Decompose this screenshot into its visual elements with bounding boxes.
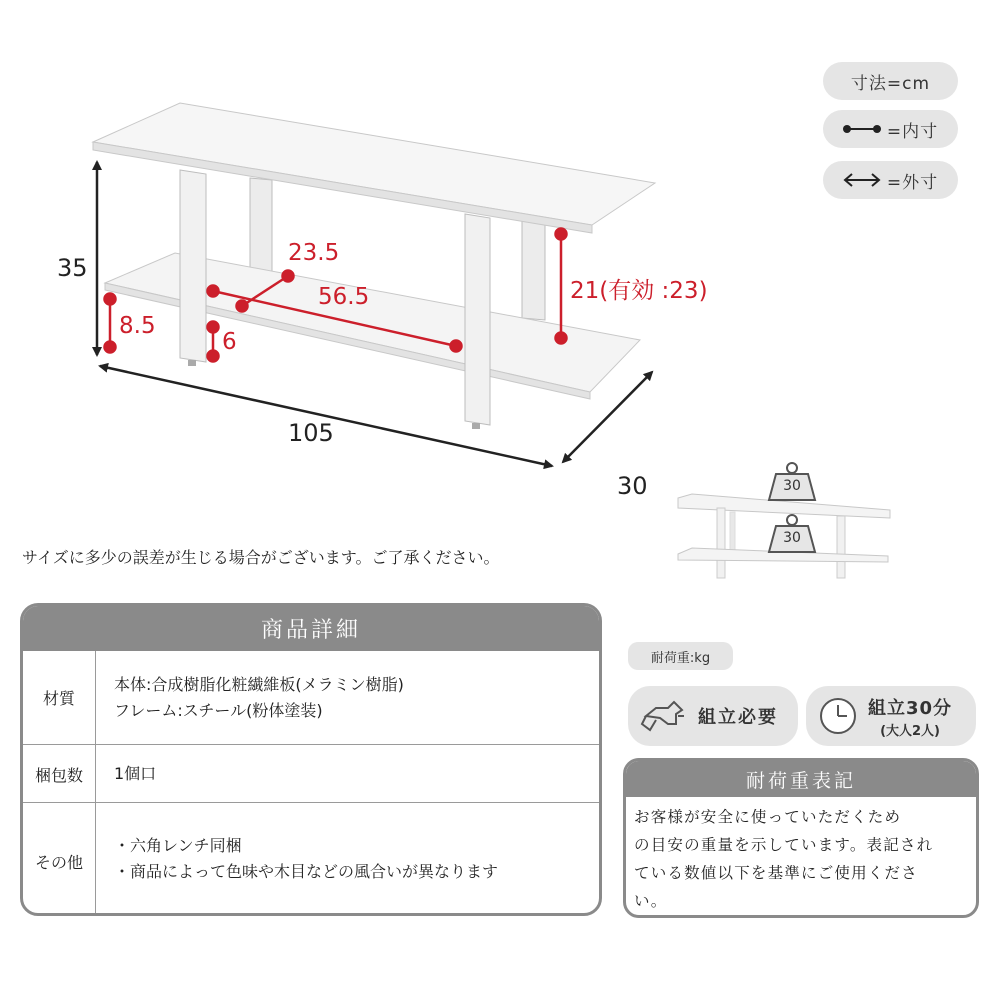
row-value bbox=[95, 651, 599, 744]
assembly-time-text: 組立30分 bbox=[868, 697, 953, 719]
unit-legend-text: 寸法=cm bbox=[850, 73, 931, 94]
unit-legend bbox=[823, 62, 958, 100]
outer-dimension-legend bbox=[823, 161, 958, 199]
row-line: フレーム:スチール(粉体塗装) bbox=[114, 700, 323, 720]
load-notation-title: 耐荷重表記 bbox=[626, 761, 976, 797]
row-line: 本体:合成樹脂化粧繊維板(メラミン樹脂) bbox=[114, 674, 404, 694]
bench-dimension-diagram bbox=[0, 0, 760, 480]
row-label: その他 bbox=[34, 853, 83, 872]
shelf-thickness-label: 6 bbox=[222, 329, 237, 355]
shelf-width-label: 56.5 bbox=[318, 284, 370, 310]
load-notation-line: お客様が安全に使っていただくため bbox=[634, 808, 902, 826]
load-notation-line: ている数値以下を基準にご使用くださ bbox=[634, 864, 918, 882]
outer-dimension-text: =外寸 bbox=[886, 172, 939, 193]
shelf-depth-label: 23.5 bbox=[288, 240, 340, 266]
width-label: 105 bbox=[288, 419, 334, 447]
height-label: 35 bbox=[57, 254, 88, 282]
table-row bbox=[23, 651, 599, 744]
size-tolerance-note: サイズに多少の誤差が生じる場合がございます。ご了承ください。 bbox=[22, 548, 500, 567]
inner-dimension-icon bbox=[843, 122, 881, 136]
table-row bbox=[23, 802, 599, 916]
clearance-label: 21(有効 :23) bbox=[570, 278, 708, 304]
assembly-time-badge bbox=[806, 686, 976, 746]
product-details-title: 商品詳細 bbox=[23, 606, 599, 651]
outer-dimension-icon bbox=[843, 173, 881, 187]
bottom-height-label: 8.5 bbox=[119, 313, 156, 339]
unit-weight-text: 耐荷重:kg bbox=[650, 650, 711, 666]
drill-icon bbox=[640, 696, 688, 736]
inner-dimension-legend bbox=[823, 110, 958, 148]
row-label: 梱包数 bbox=[34, 765, 83, 785]
row-label: 材質 bbox=[42, 689, 75, 708]
unit-weight-badge bbox=[628, 642, 733, 670]
load-notation-line: の目安の重量を示しています。表記され bbox=[634, 836, 934, 854]
assembly-required-badge bbox=[628, 686, 798, 746]
product-details-table bbox=[20, 603, 602, 916]
row-value bbox=[95, 803, 599, 916]
assembly-required-text: 組立必要 bbox=[698, 707, 778, 728]
row-line: ・商品によって色味や木目などの風合いが異なります bbox=[114, 862, 499, 881]
load-notation-body bbox=[626, 797, 976, 915]
assembly-people-text: (大人2人) bbox=[880, 723, 940, 739]
clock-icon bbox=[816, 694, 860, 738]
row-value bbox=[95, 745, 599, 803]
inner-dimension-text: =内寸 bbox=[886, 121, 939, 142]
load-notation-box bbox=[623, 758, 979, 918]
row-line: 1個口 bbox=[114, 764, 157, 783]
top-weight-value: 30 bbox=[783, 478, 801, 494]
depth-label: 30 bbox=[617, 472, 648, 500]
load-capacity-figure bbox=[672, 458, 892, 582]
bottom-weight-value: 30 bbox=[783, 530, 801, 546]
load-notation-line: い。 bbox=[634, 892, 668, 910]
table-row bbox=[23, 744, 599, 803]
row-line: ・六角レンチ同梱 bbox=[114, 836, 242, 855]
assembly-time-text-group bbox=[868, 694, 952, 739]
